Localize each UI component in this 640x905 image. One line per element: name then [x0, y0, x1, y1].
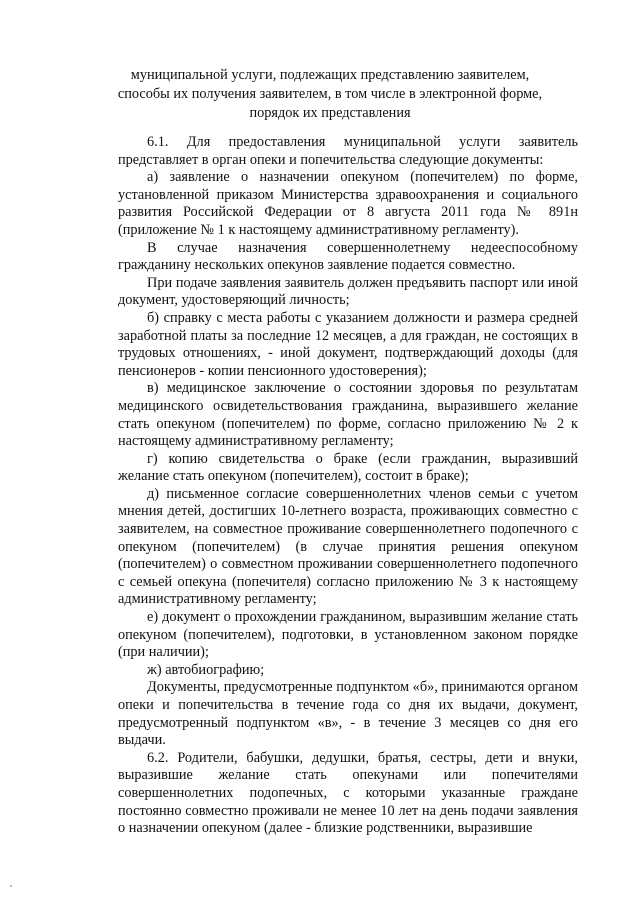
paragraph-item-zh: ж) автобиографию;: [147, 661, 265, 678]
paragraph-item-d: д) письменное согласие совершеннолетних членов семьи с учетом мнения детей, достигших 10-летнего возраста, проживающих совместно с заявителем, на совместное проживание совершеннолетнего подопечного с опекуном (попечителем) (в случае принятия решения опекуном (попечителем) о совместном проживании совершеннолетнего подопечного с семьей опекуна (попечителя) согласно приложению № 3 к настоящему административному регламенту;: [118, 485, 578, 608]
section-heading: [100, 66, 560, 123]
paragraph-item-g: г) копию свидетельства о браке (если гражданин, выразивший желание стать опекуном (попечителем), состоит в браке);: [118, 450, 578, 485]
paragraph-item-e: е) документ о прохождении гражданином, выразившим желание стать опекуном (попечителем), подготовки, в установленном законом порядке (при наличии);: [118, 609, 578, 661]
heading-line-1: муниципальной услуги, подлежащих представлению заявителем,: [130, 67, 530, 83]
paragraph-item-a: а) заявление о назначении опекуном (попечителем) по форме, установленной приказом Министерства здравоохранения и социального развития Российской Федерации от 8 августа 2011 года № 891н (приложение № 1 к настоящему административному регламенту).: [118, 169, 578, 238]
paragraph-validity: Документы, предусмотренные подпунктом «б», принимаются органом опеки и попечительства в течение года со дня их выдачи, документ, предусмотренный подпунктом «в», - в течение 3 месяцев со дня его выдачи.: [118, 679, 578, 749]
scan-speck: [10, 885, 12, 887]
paragraph-6-2: 6.2. Родители, бабушки, дедушки, братья, сестры, дети и внуки, выразившие желание стать опекунами или попечителями совершеннолетних подопечных, с которыми указанные граждане постоянно совместно проживали не менее 10 лет на день подачи заявления о назначении опекуном (далее - близкие родственники, выразившие: [118, 749, 578, 837]
heading-line-2: способы их получения заявителем, в том числе в электронной форме,: [117, 86, 543, 102]
paragraph-passport: При подаче заявления заявитель должен предъявить паспорт или иной документ, удостоверяющий личность;: [118, 274, 578, 309]
paragraph-item-v: в) медицинское заключение о состоянии здоровья по результатам медицинского освидетельствования гражданина, выразившего желание стать опекуном (попечителем) по форме, согласно приложению № 2 к настоящему административному регламенту;: [118, 380, 578, 450]
document-body: [118, 134, 578, 838]
heading-line-3: порядок их представления: [249, 105, 411, 121]
paragraph-item-b: б) справку с места работы с указанием должности и размера средней заработной платы за последние 12 месяцев, а для граждан, не состоящих в трудовых отношениях, - иной документ, подтверждающий доходы (для пенсионеров - копии пенсионного удостоверения);: [118, 309, 578, 379]
paragraph-multiple-guardians: В случае назначения совершеннолетнему недееспособному гражданину нескольких опекунов заявление подается совместно.: [118, 239, 578, 274]
paragraph-6-1: 6.1. Для предоставления муниципальной услуги заявитель представляет в орган опеки и попечительства следующие документы:: [118, 134, 578, 168]
